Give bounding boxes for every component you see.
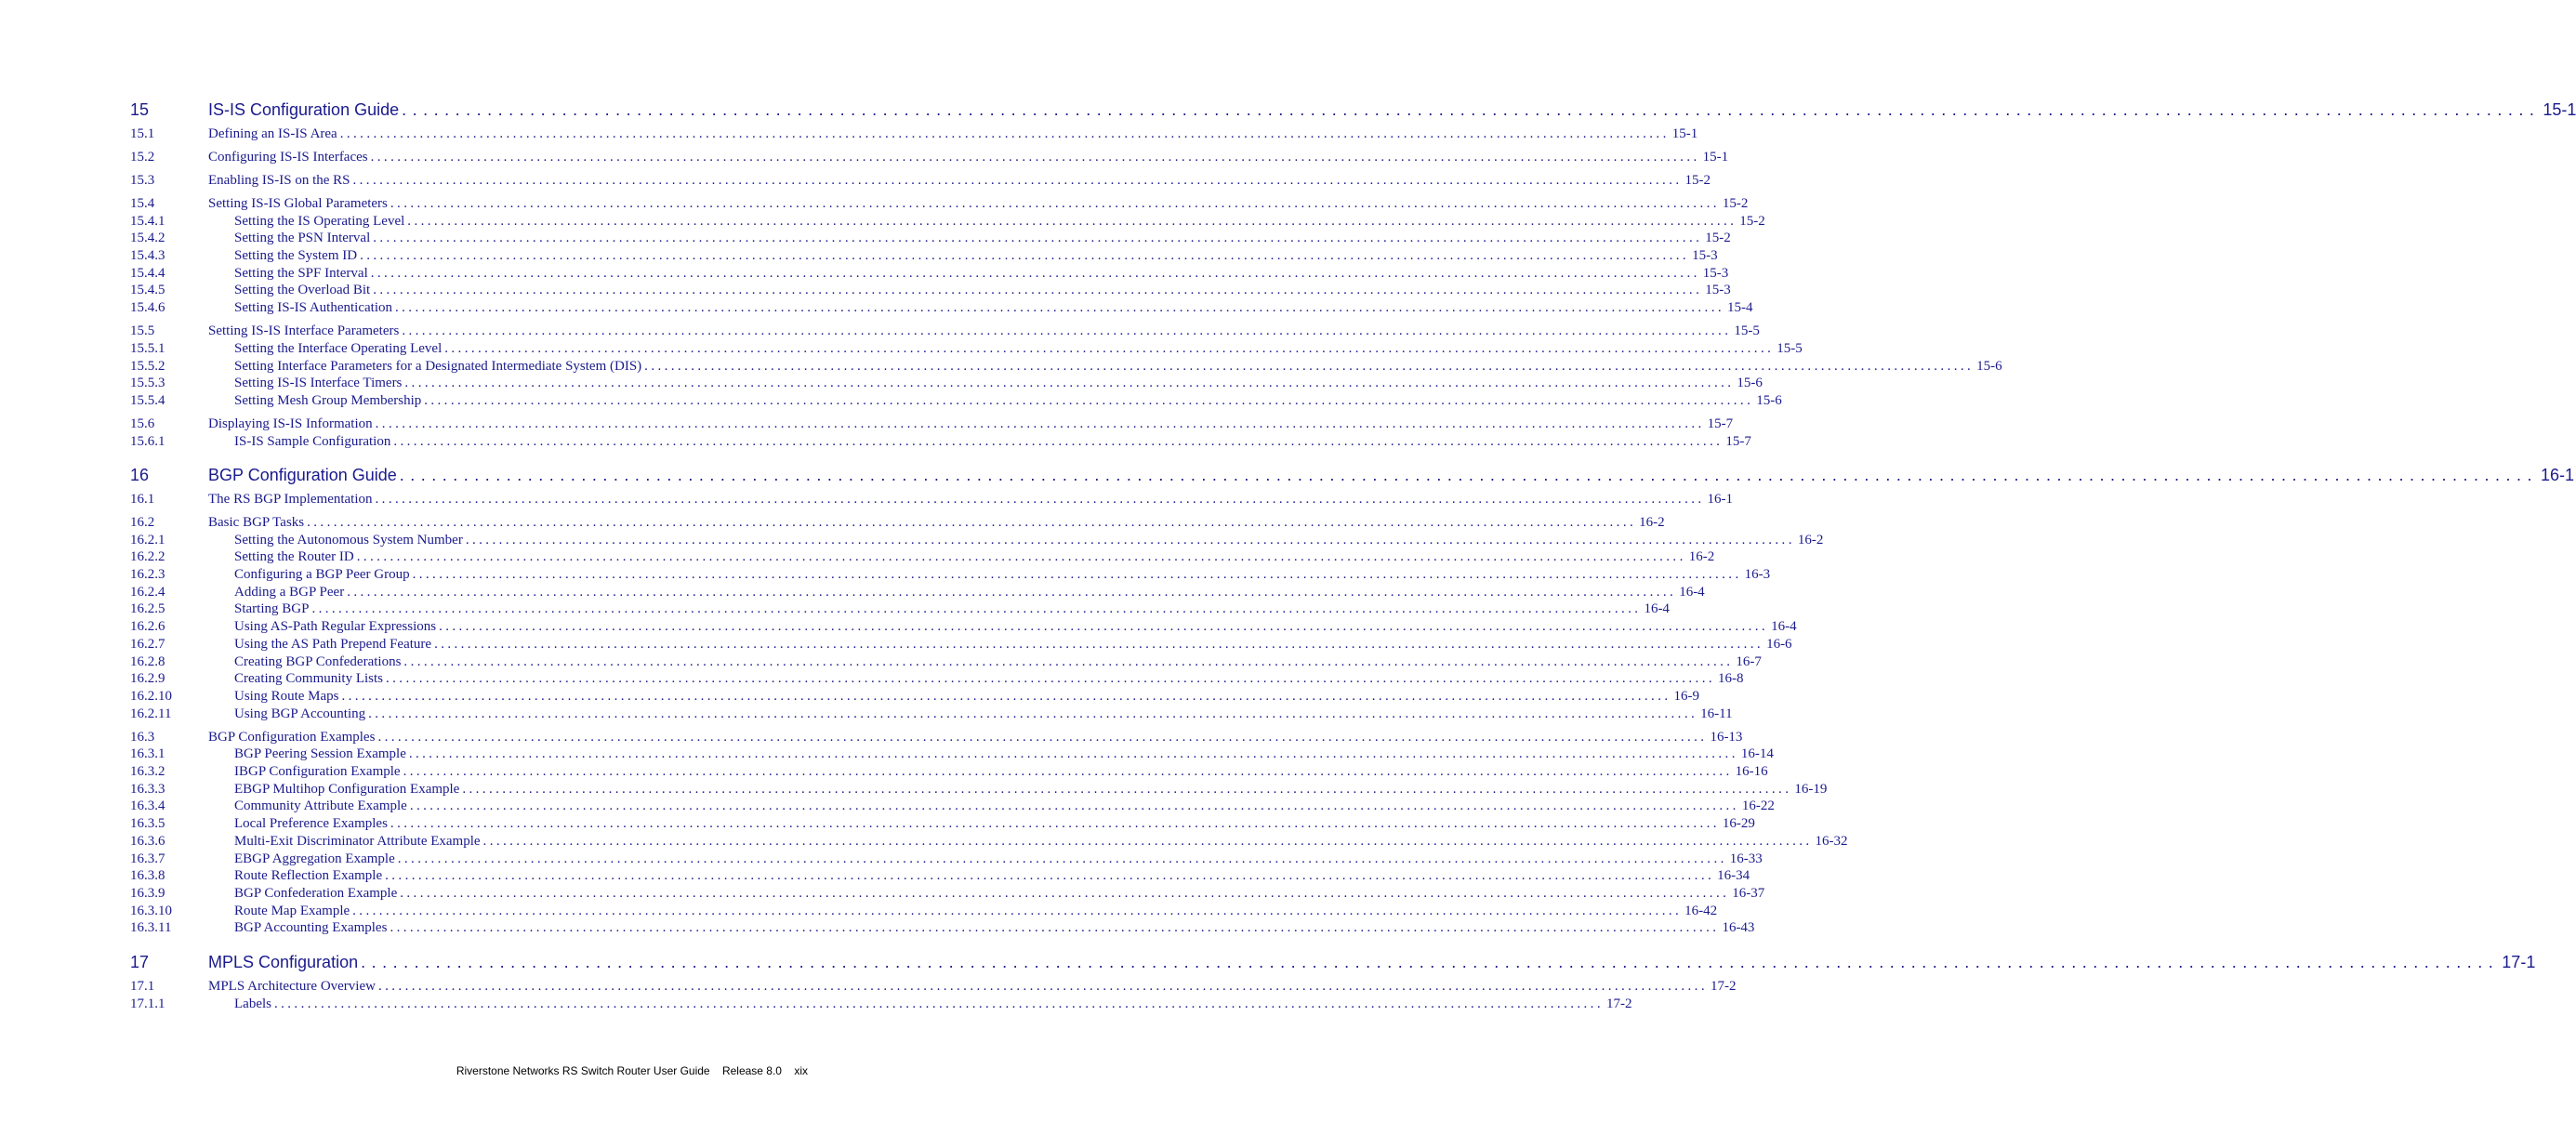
dot-leader: ........................................................................................................................................................................................................ — [341, 689, 1671, 704]
toc-number: 16.3.5 — [130, 816, 165, 831]
toc-page-number[interactable]: 16-1 — [1707, 492, 1734, 507]
toc-page-number[interactable]: 15-4 — [1727, 300, 1753, 315]
dot-leader: ........................................................................................................................................................................................................ — [373, 231, 1703, 245]
dot-leader: ........................................................................................................................................................................................................ — [402, 323, 1732, 338]
toc-entry-sub[interactable] — [0, 764, 1768, 783]
toc-title-link[interactable]: Setting the Interface Operating Level — [234, 341, 443, 356]
toc-entry-sub[interactable] — [0, 283, 1731, 301]
toc-entry-section[interactable] — [0, 416, 1734, 435]
toc-title-link[interactable]: Starting BGP — [234, 601, 310, 616]
toc-title-link[interactable]: The RS BGP Implementation — [208, 492, 373, 507]
toc-entry-sub[interactable] — [0, 601, 1670, 620]
toc-entry-sub[interactable] — [0, 266, 1729, 284]
toc-page-number[interactable]: 16-6 — [1766, 637, 1792, 652]
toc-number: 16.3.2 — [130, 764, 165, 779]
toc-entry-sub[interactable] — [0, 341, 1803, 360]
toc-number: 16 — [130, 466, 150, 484]
toc-page-number[interactable]: 15-3 — [1702, 266, 1729, 281]
dot-leader: ........................................................................................................................................................................................................ — [373, 283, 1703, 297]
toc-entry-sub[interactable] — [0, 359, 2002, 377]
toc-title-link[interactable]: Labels — [234, 996, 271, 1011]
toc-page-number[interactable]: 16-14 — [1740, 746, 1774, 761]
toc-page-number[interactable]: 16-2 — [1797, 533, 1824, 548]
dot-leader: ........................................................................................................................................................................................................ — [397, 851, 1727, 866]
toc-title-link[interactable]: BGP Accounting Examples — [234, 920, 388, 935]
toc-page-number[interactable]: 16-9 — [1673, 689, 1699, 704]
toc-title-link[interactable]: Setting the Overload Bit — [234, 283, 371, 297]
dot-leader: ........................................................................................................................................................................................................ — [409, 798, 1739, 813]
dot-leader: ........................................................................................................................................................................................................ — [307, 515, 1637, 530]
toc-entry-section[interactable] — [0, 979, 1737, 997]
toc-entry-sub[interactable] — [0, 798, 1775, 817]
toc-page-number[interactable]: 15-1 — [1702, 150, 1729, 165]
toc-title-link[interactable]: IS-IS Sample Configuration — [234, 434, 391, 449]
toc-number: 15.4.1 — [130, 214, 165, 229]
toc-title-link[interactable]: Using the AS Path Prepend Feature — [234, 637, 432, 652]
toc-page-number[interactable]: 16-13 — [1710, 730, 1743, 745]
toc-entry-sub[interactable] — [0, 654, 1762, 673]
toc-page-number[interactable]: 16-16 — [1735, 764, 1768, 779]
toc-title-link[interactable]: Using AS-Path Regular Expressions — [234, 619, 437, 634]
toc-number: 17.1.1 — [130, 996, 165, 1011]
toc-entry-sub[interactable] — [0, 549, 1715, 568]
toc-page-number[interactable]: 16-29 — [1722, 816, 1755, 831]
toc-title-link[interactable]: EBGP Aggregation Example — [234, 851, 395, 866]
toc-title-link[interactable]: BGP Configuration Examples — [208, 730, 376, 745]
dot-leader: ........................................................................................................................................................................................................ — [412, 567, 1742, 582]
toc-entry-sub[interactable] — [0, 996, 1632, 1015]
toc-entry-section[interactable] — [0, 173, 1711, 191]
toc-title-link[interactable]: Setting Interface Parameters for a Designated Intermediate System (DIS) — [234, 359, 642, 374]
toc-title-link[interactable]: BGP Confederation Example — [234, 886, 398, 901]
toc-number: 16.3.11 — [130, 920, 172, 935]
toc-entry-sub[interactable] — [0, 231, 1731, 249]
toc-title-link[interactable]: Setting the SPF Interval — [234, 266, 368, 281]
toc-page-number[interactable]: 16-4 — [1644, 601, 1670, 616]
dot-leader: ........................................................................................................................................................................................................ — [402, 100, 2541, 119]
toc-entry-chapter[interactable] — [0, 953, 2536, 971]
toc-page-number[interactable]: 15-2 — [1684, 173, 1711, 188]
toc-page-number[interactable]: 15-6 — [1737, 376, 1763, 390]
toc-title-link[interactable]: Local Preference Examples — [234, 816, 388, 831]
toc-page-number[interactable]: 15-7 — [1707, 416, 1734, 431]
toc-entry-sub[interactable] — [0, 214, 1765, 232]
toc-entry-sub[interactable] — [0, 746, 1774, 765]
dot-leader: ........................................................................................................................................................................................................ — [395, 300, 1724, 315]
toc-page-number[interactable]: 15-2 — [1739, 214, 1765, 229]
dot-leader: ........................................................................................................................................................................................................ — [482, 834, 1813, 849]
toc-number: 16.3.1 — [130, 746, 165, 761]
toc-number: 16.3.7 — [130, 851, 165, 866]
dot-leader: ........................................................................................................................................................................................................ — [407, 214, 1737, 229]
toc-entry-section[interactable] — [0, 730, 1743, 748]
toc-page-number[interactable]: 16-2 — [1688, 549, 1715, 564]
toc-title-link[interactable]: Enabling IS-IS on the RS — [208, 173, 350, 188]
toc-page-number[interactable]: 16-11 — [1700, 706, 1733, 721]
toc-entry-sub[interactable] — [0, 619, 1797, 638]
toc-entry-sub[interactable] — [0, 393, 1782, 412]
toc-number: 16.2.10 — [130, 689, 172, 704]
dot-leader: ........................................................................................................................................................................................................ — [375, 416, 1705, 431]
toc-title-link[interactable]: Configuring a BGP Peer Group — [234, 567, 410, 582]
toc-number: 15.4.5 — [130, 283, 165, 297]
toc-page-number[interactable]: 17-2 — [1605, 996, 1632, 1011]
toc-title-link[interactable]: Displaying IS-IS Information — [208, 416, 373, 431]
toc-number: 16.2 — [130, 515, 155, 530]
toc-number: 15.5.1 — [130, 341, 165, 356]
toc-page-number[interactable]: 17-2 — [1710, 979, 1737, 994]
toc-entry-section[interactable] — [0, 196, 1749, 215]
dot-leader: ........................................................................................................................................................................................................ — [403, 764, 1733, 779]
dot-leader: ........................................................................................................................................................................................................ — [339, 126, 1670, 141]
toc-page-number[interactable]: 16-1 — [2541, 466, 2575, 484]
toc-title-link[interactable]: Basic BGP Tasks — [208, 515, 305, 530]
dot-leader: ........................................................................................................................................................................................................ — [352, 173, 1683, 188]
toc-title-link[interactable]: Community Attribute Example — [234, 798, 407, 813]
toc-title-link[interactable]: Route Map Example — [234, 904, 350, 918]
toc-number: 15.3 — [130, 173, 155, 188]
toc-number: 16.3.3 — [130, 782, 165, 797]
toc-number: 15 — [130, 100, 150, 119]
toc-entry-section[interactable] — [0, 515, 1665, 534]
toc-title-link[interactable]: Setting the System ID — [234, 248, 358, 263]
dot-leader: ........................................................................................................................................................................................................ — [408, 746, 1738, 761]
toc-page-number[interactable]: 15-6 — [1756, 393, 1782, 408]
toc-title-link[interactable]: Using BGP Accounting — [234, 706, 366, 721]
toc-entry-sub[interactable] — [0, 585, 1705, 603]
toc-page-number[interactable]: 17-1 — [2502, 953, 2536, 971]
toc-entry-sub[interactable] — [0, 671, 1744, 690]
footer-guide-title: Riverstone Networks RS Switch Router User Guide — [456, 1064, 710, 1077]
toc-entry-sub[interactable] — [0, 637, 1792, 655]
toc-number: 15.4 — [130, 196, 155, 211]
toc-page-number[interactable]: 16-7 — [1736, 654, 1762, 669]
toc-number: 16.2.1 — [130, 533, 165, 548]
toc-number: 16.3.10 — [130, 904, 172, 918]
toc-number: 16.2.6 — [130, 619, 165, 634]
dot-leader: ........................................................................................................................................................................................................ — [462, 782, 1792, 797]
toc-entry-sub[interactable] — [0, 434, 1751, 453]
toc-page-number[interactable]: 15-1 — [2543, 100, 2576, 119]
toc-page-number[interactable]: 16-4 — [1771, 619, 1797, 634]
toc-number: 15.5.4 — [130, 393, 165, 408]
toc-entry-sub[interactable] — [0, 706, 1733, 725]
toc-title-link[interactable]: MPLS Architecture Overview — [208, 979, 376, 994]
toc-entry-sub[interactable] — [0, 567, 1771, 586]
toc-page-number[interactable]: 15-6 — [1976, 359, 2002, 374]
toc-number: 15.4.3 — [130, 248, 165, 263]
toc-page-number[interactable]: 15-3 — [1705, 283, 1731, 297]
toc-title-link[interactable]: Route Reflection Example — [234, 868, 383, 883]
dot-leader: ........................................................................................................................................................................................................ — [375, 492, 1705, 507]
toc-number: 16.2.11 — [130, 706, 172, 721]
toc-entry-sub[interactable] — [0, 689, 1699, 707]
toc-entry-sub[interactable] — [0, 782, 1828, 800]
toc-page-number[interactable]: 16-32 — [1815, 834, 1848, 849]
toc-entry-sub[interactable] — [0, 868, 1750, 887]
toc-title-link[interactable]: Setting the IS Operating Level — [234, 214, 405, 229]
toc-number: 15.5 — [130, 323, 155, 338]
toc-page-number[interactable]: 15-1 — [1671, 126, 1698, 141]
toc-number: 16.3 — [130, 730, 155, 745]
toc-page-number[interactable]: 16-43 — [1722, 920, 1755, 935]
dot-leader: ........................................................................................................................................................................................................ — [352, 904, 1683, 918]
toc-page-number[interactable]: 16-33 — [1729, 851, 1763, 866]
dot-leader: ........................................................................................................................................................................................................ — [400, 886, 1730, 901]
toc-title-link[interactable]: BGP Peering Session Example — [234, 746, 406, 761]
dot-leader: ........................................................................................................................................................................................................ — [347, 585, 1677, 600]
toc-entry-section[interactable] — [0, 323, 1760, 342]
toc-title-link[interactable]: Setting IS-IS Authentication — [234, 300, 392, 315]
page-footer — [456, 1064, 808, 1077]
dot-leader: ........................................................................................................................................................................................................ — [361, 953, 2500, 971]
toc-entry-sub[interactable] — [0, 904, 1718, 922]
toc-number: 16.2.4 — [130, 585, 165, 600]
toc-number: 15.4.6 — [130, 300, 165, 315]
toc-title-link[interactable]: Setting the Autonomous System Number — [234, 533, 463, 548]
dot-leader: ........................................................................................................................................................................................................ — [390, 816, 1720, 831]
toc-title-link[interactable]: EBGP Multihop Configuration Example — [234, 782, 460, 797]
toc-page-number[interactable]: 15-7 — [1725, 434, 1751, 449]
toc-entry-section[interactable] — [0, 126, 1698, 145]
toc-entry-sub[interactable] — [0, 533, 1824, 551]
toc-entry-sub[interactable] — [0, 248, 1718, 267]
toc-entry-chapter[interactable] — [0, 100, 2576, 119]
toc-entry-sub[interactable] — [0, 816, 1755, 835]
toc-number: 16.2.3 — [130, 567, 165, 582]
dot-leader: ........................................................................................................................................................................................................ — [356, 549, 1686, 564]
toc-title-link[interactable]: Creating BGP Confederations — [234, 654, 402, 669]
dot-leader: ........................................................................................................................................................................................................ — [390, 920, 1720, 935]
toc-number: 15.2 — [130, 150, 155, 165]
toc-number: 16.2.9 — [130, 671, 165, 686]
toc-entry-sub[interactable] — [0, 834, 1848, 852]
toc-title-link[interactable]: Creating Community Lists — [234, 671, 383, 686]
toc-number: 15.5.3 — [130, 376, 165, 390]
toc-page-number[interactable]: 16-2 — [1639, 515, 1665, 530]
toc-title-link[interactable]: Defining an IS-IS Area — [208, 126, 337, 141]
dot-leader: ........................................................................................................................................................................................................ — [403, 654, 1734, 669]
dot-leader: ........................................................................................................................................................................................................ — [370, 266, 1700, 281]
dot-leader: ........................................................................................................................................................................................................ — [377, 730, 1708, 745]
dot-leader: ........................................................................................................................................................................................................ — [465, 533, 1795, 548]
toc-title-link[interactable]: Configuring IS-IS Interfaces — [208, 150, 368, 165]
toc-title-link[interactable]: Adding a BGP Peer — [234, 585, 345, 600]
toc-title-link[interactable]: MPLS Configuration — [208, 953, 359, 971]
dot-leader: ........................................................................................................................................................................................................ — [439, 619, 1769, 634]
toc-page-number[interactable]: 15-5 — [1777, 341, 1803, 356]
dot-leader: ........................................................................................................................................................................................................ — [377, 979, 1708, 994]
toc-title-link[interactable]: Setting IS-IS Interface Timers — [234, 376, 403, 390]
dot-leader: ........................................................................................................................................................................................................ — [385, 868, 1715, 883]
toc-page-number[interactable]: 16-42 — [1684, 904, 1718, 918]
toc-page-number[interactable]: 16-22 — [1741, 798, 1775, 813]
toc-number: 16.2.8 — [130, 654, 165, 669]
toc-page-number[interactable]: 15-2 — [1722, 196, 1749, 211]
toc-number: 16.3.6 — [130, 834, 165, 849]
dot-leader: ........................................................................................................................................................................................................ — [404, 376, 1735, 390]
dot-leader: ........................................................................................................................................................................................................ — [370, 150, 1700, 165]
toc-number: 15.4.4 — [130, 266, 165, 281]
toc-page-number[interactable]: 15-2 — [1705, 231, 1731, 245]
toc-title-link[interactable]: Setting IS-IS Interface Parameters — [208, 323, 400, 338]
toc-entry-section[interactable] — [0, 150, 1729, 168]
toc-title-link[interactable]: Setting the Router ID — [234, 549, 354, 564]
toc-number: 16.3.8 — [130, 868, 165, 883]
toc-number: 15.6 — [130, 416, 155, 431]
dot-leader: ........................................................................................................................................................................................................ — [311, 601, 1642, 616]
toc-entry-chapter[interactable] — [0, 466, 2575, 484]
dot-leader: ........................................................................................................................................................................................................ — [424, 393, 1754, 408]
dot-leader: ........................................................................................................................................................................................................ — [393, 434, 1724, 449]
toc-number: 15.1 — [130, 126, 155, 141]
toc-entry-sub[interactable] — [0, 920, 1755, 939]
toc-entry-sub[interactable] — [0, 886, 1765, 904]
dot-leader: ........................................................................................................................................................................................................ — [434, 637, 1764, 652]
footer-release: Release 8.0 — [721, 1064, 782, 1077]
footer-page-number: xix — [794, 1064, 808, 1077]
toc-number: 16.3.9 — [130, 886, 165, 901]
toc-number: 16.2.7 — [130, 637, 165, 652]
dot-leader: ........................................................................................................................................................................................................ — [444, 341, 1775, 356]
toc-title-link[interactable]: IS-IS Configuration Guide — [208, 100, 400, 119]
toc-number: 16.2.2 — [130, 549, 165, 564]
toc-number: 17 — [130, 953, 150, 971]
dot-leader: ........................................................................................................................................................................................................ — [644, 359, 1975, 374]
toc-page-number[interactable]: 15-5 — [1734, 323, 1760, 338]
dot-leader: ........................................................................................................................................................................................................ — [390, 196, 1720, 211]
toc-page-number[interactable]: 16-4 — [1679, 585, 1705, 600]
toc-page-number[interactable]: 16-8 — [1718, 671, 1744, 686]
toc-title-link[interactable]: Using Route Maps — [234, 689, 339, 704]
toc-entry-section[interactable] — [0, 492, 1734, 510]
dot-leader: ........................................................................................................................................................................................................ — [368, 706, 1698, 721]
toc-entry-sub[interactable] — [0, 376, 1763, 394]
toc-page-number[interactable]: 16-34 — [1717, 868, 1750, 883]
toc-page-number[interactable]: 15-3 — [1692, 248, 1718, 263]
toc-number: 15.5.2 — [130, 359, 165, 374]
toc-number: 16.3.4 — [130, 798, 165, 813]
toc-entry-sub[interactable] — [0, 851, 1763, 870]
toc-number: 16.1 — [130, 492, 155, 507]
toc-title-link[interactable]: Setting Mesh Group Membership — [234, 393, 422, 408]
toc-number: 16.2.5 — [130, 601, 165, 616]
toc-number: 15.6.1 — [130, 434, 165, 449]
toc-title-link[interactable]: IBGP Configuration Example — [234, 764, 401, 779]
toc-page-number[interactable]: 16-3 — [1744, 567, 1771, 582]
toc-number: 17.1 — [130, 979, 155, 994]
toc-title-link[interactable]: Setting IS-IS Global Parameters — [208, 196, 388, 211]
toc-page-number[interactable]: 16-19 — [1794, 782, 1828, 797]
dot-leader: ........................................................................................................................................................................................................ — [273, 996, 1604, 1011]
toc-entry-sub[interactable] — [0, 300, 1753, 319]
toc-title-link[interactable]: Setting the PSN Interval — [234, 231, 371, 245]
toc-number: 15.4.2 — [130, 231, 165, 245]
dot-leader: ........................................................................................................................................................................................................ — [386, 671, 1715, 686]
toc-page-number[interactable]: 16-37 — [1732, 886, 1765, 901]
dot-leader: ........................................................................................................................................................................................................ — [360, 248, 1690, 263]
toc-title-link[interactable]: Multi-Exit Discriminator Attribute Example — [234, 834, 481, 849]
dot-leader: ........................................................................................................................................................................................................ — [399, 466, 2538, 484]
toc-title-link[interactable]: BGP Configuration Guide — [208, 466, 397, 484]
